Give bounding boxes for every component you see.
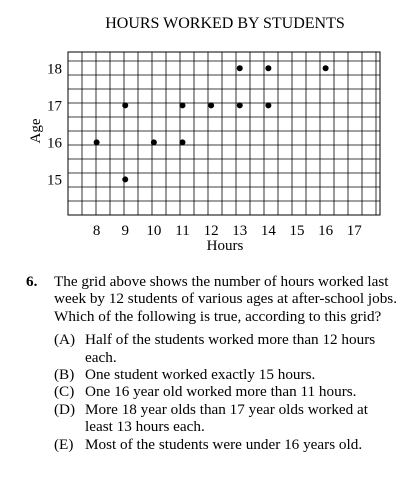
question-stem <box>26 273 398 325</box>
x-tick-label: 12 <box>203 223 219 239</box>
choice-letter: (B) <box>54 366 75 384</box>
choice-letter: (E) <box>54 435 74 453</box>
plot-frame <box>68 52 380 215</box>
x-tick-label: 15 <box>289 223 305 239</box>
chart-title: HOURS WORKED BY STUDENTS <box>105 15 345 32</box>
y-axis-label: Age <box>28 118 44 144</box>
data-points <box>94 65 329 182</box>
data-point <box>122 102 128 108</box>
data-point <box>208 102 214 108</box>
choice-text: One 16 year old worked more than 11 hours. <box>85 383 357 401</box>
choice-e[interactable] <box>54 436 398 453</box>
choice-c[interactable] <box>54 383 398 400</box>
choice-a[interactable] <box>54 331 398 366</box>
choice-text: One student worked exactly 15 hours. <box>85 366 316 384</box>
data-point <box>151 139 157 145</box>
data-point <box>179 102 185 108</box>
x-tick-label: 10 <box>146 223 162 239</box>
x-tick-label: 8 <box>92 223 101 239</box>
choice-letter: (C) <box>54 383 75 401</box>
data-point <box>265 65 271 71</box>
x-tick-label: 17 <box>346 223 362 239</box>
x-tick-label: 11 <box>175 223 190 239</box>
data-point <box>323 65 329 71</box>
choice-text: Half of the students worked more than 12 hours each. <box>85 331 376 366</box>
x-tick-label: 13 <box>232 223 248 239</box>
question-number: 6. <box>26 273 38 290</box>
data-point <box>237 102 243 108</box>
choice-text: More 18 year olds than 17 year olds worked at least 13 hours each. <box>85 400 369 436</box>
x-tick-label: 16 <box>318 223 334 239</box>
data-point <box>265 102 271 108</box>
data-point <box>179 139 185 145</box>
choice-letter: (D) <box>54 400 76 418</box>
choice-letter: (A) <box>54 331 76 349</box>
y-tick-label: 18 <box>47 61 62 78</box>
y-tick-label: 16 <box>47 135 62 152</box>
answer-choices <box>54 331 398 453</box>
x-tick-label: 9 <box>121 223 129 239</box>
y-tick-label: 17 <box>47 98 62 115</box>
y-tick-label: 15 <box>47 172 62 189</box>
data-point <box>237 65 243 71</box>
choice-text: Most of the students were under 16 years old. <box>85 435 363 453</box>
choice-b[interactable] <box>54 366 398 383</box>
x-tick-label: 14 <box>260 223 276 239</box>
axes <box>68 52 380 215</box>
question-block <box>26 273 398 453</box>
x-axis-label: Hours <box>206 238 244 254</box>
choice-d[interactable] <box>54 401 398 436</box>
data-point <box>122 176 128 182</box>
question-text: The grid above shows the number of hours worked last week by 12 students of various ages at after-school jobs. Which of the following is true, according to this grid? <box>54 273 398 325</box>
tick-labels <box>47 61 362 239</box>
grid-lines <box>68 52 380 215</box>
data-point <box>94 139 100 145</box>
